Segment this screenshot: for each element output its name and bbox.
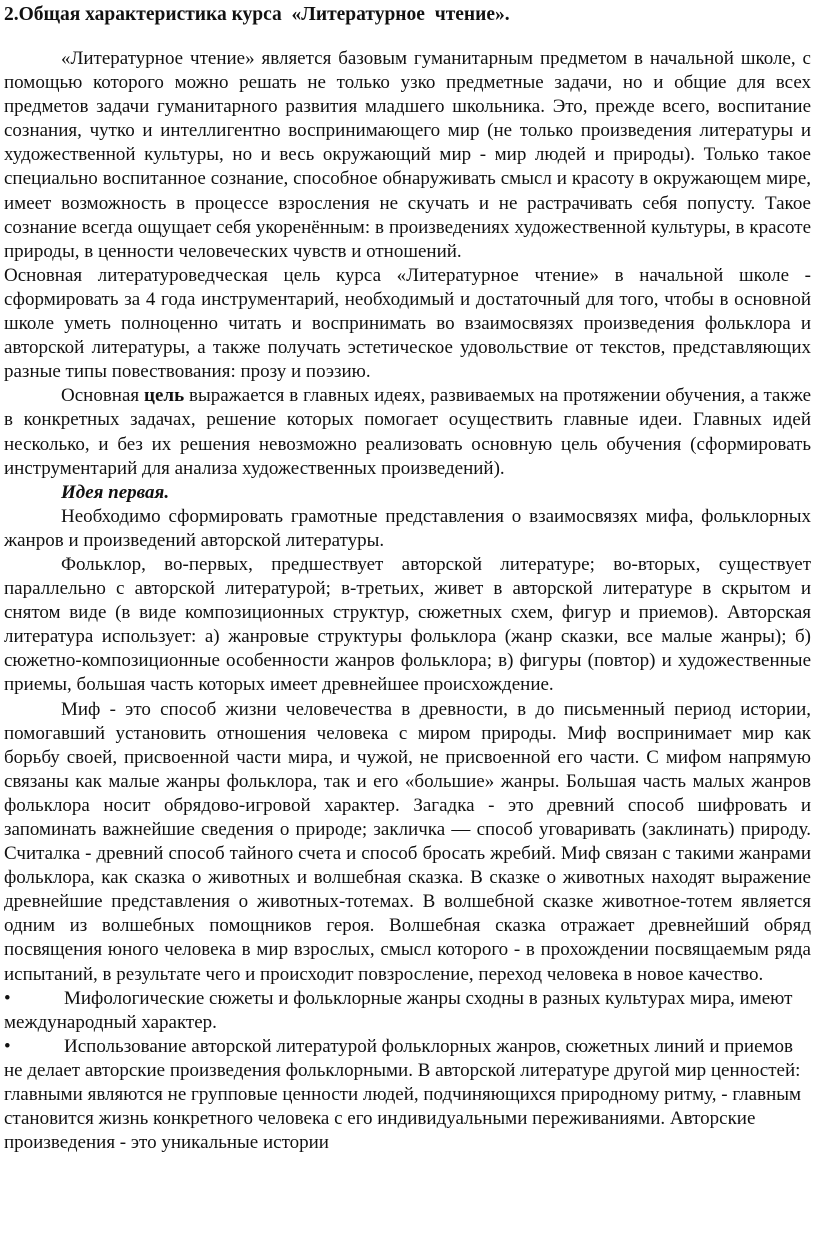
paragraph-main-goal: Основная литературоведческая цель курса «Литературное чтение» в начальной школе - сформировать за 4 года инструментарий, необходимый и достаточный для того, чтобы в основной школе уметь полноценно читать и воспринимать во взаимосвязях произведения фольклора и авторской литературы, а также получать эстетическое удовольствие от текстов, представляющих разные типы повествования: прозу и поэзию. bbox=[4, 264, 811, 383]
paragraph-intro: «Литературное чтение» является базовым гуманитарным предметом в начальной школе, с помощью которого можно решать не только узко предметные задачи, но и общие для всех предметов задачи гуманитарного развития младшего школьника. Это, прежде всего, воспитание сознания, чутко и интеллигентно воспринимающего мир (не только произведения литературы и художественной культуры, но и весь окружающий мир - мир людей и природы). Только такое специально воспитанное сознание, способное обнаруживать смысл и красоту в окружающем мире, имеет возможность в процессе взросления не скучать и не растрачивать себя попусту. Такое сознание всегда ощущает себя укоренённым: в произведениях художественной культуры, в красоте природы, в ценности человеческих чувств и отношений. bbox=[4, 48, 811, 262]
paragraph-folklore: Фольклор, во-первых, предшествует авторской литературе; во-вторых, существует параллельно с авторской литературой; в-третьих, живет в авторской литературе в скрытом и снятом виде (в виде композиционных структур, сюжетных схем, фигур и приемов). Авторская литература использует: а) жанровые структуры фольклора (жанр сказки, все малые жанры); б) сюжетно-композиционные особенности жанров фольклора; в) фигуры (повтор) и художественные приемы, большая часть которых имеет древнейшее происхождение. bbox=[4, 553, 811, 696]
goal-bold-word: цель bbox=[144, 385, 185, 407]
goal-text-start: Основная bbox=[61, 385, 145, 407]
bullet-text-1: Мифологические сюжеты и фольклорные жанры сходны в разных культурах мира, имеют международный характер. bbox=[4, 987, 793, 1033]
bullet-item-1 bbox=[4, 987, 811, 1035]
paragraph-myth: Миф - это способ жизни человечества в древности, в до письменный период истории, помогавший установить отношения человека с миром природы. Миф воспринимает мир как борьбу своей, присвоенной части мира, и чужой, не присвоенной его части. С мифом напрямую связаны как малые жанры фольклора, так и его «большие» жанры. Большая часть малых жанров фольклора носит обрядово-игровой характер. Загадка - это древний способ шифровать и запоминать важнейшие сведения о природе; закличка — способ уговаривать (заклинать) природу. Считалка - древний способ тайного счета и способ бросать жребий. Миф связан с такими жанрами фольклора, как сказка о животных и волшебная сказка. В сказке о животных находят выражение древнейшие представления о животных-тотемах. В волшебной сказке животное-тотем является одним из волшебных помощников героя. Волшебная сказка отражает древнейший обряд посвящения юного человека в мир взрослых, смысл которого - в прохождении посвящаемым ряда испытаний, в результате чего и происходит повзросление, переход человека в новое качество. bbox=[4, 698, 811, 985]
bullet-mark-2: • bbox=[4, 1035, 11, 1057]
goal-text-end: выражается в главных идеях, развиваемых на протяжении обучения, а также в конкретных задачах, решение которых помогает осуществить главные идеи. Главных идей несколько, и без их решения невозможно реализовать основную цель обучения (сформировать инструментарий для анализа художественных произведений). bbox=[4, 385, 811, 479]
bullet-mark-1: • bbox=[4, 987, 11, 1009]
section-heading: 2.Общая характеристика курса «Литературное чтение». bbox=[4, 4, 510, 25]
idea-first-heading: Идея первая. bbox=[61, 481, 170, 503]
paragraph-myth-folklore: Необходимо сформировать грамотные представления о взаимосвязях мифа, фольклорных жанров и произведений авторской литературы. bbox=[4, 505, 811, 551]
bullet-item-2 bbox=[4, 1035, 811, 1155]
bullet-text-2: Использование авторской литературой фольклорных жанров, сюжетных линий и приемов не делает авторские произведения фольклорными. В авторской литературе другой мир ценностей: главными являются не групповые ценности людей, подчиняющихся природному ритму, - главным становится жизнь конкретного человека с его индивидуальными переживаниями. Авторские произведения - это уникальные истории bbox=[4, 1035, 802, 1154]
paragraph-goal-ideas bbox=[4, 384, 811, 480]
